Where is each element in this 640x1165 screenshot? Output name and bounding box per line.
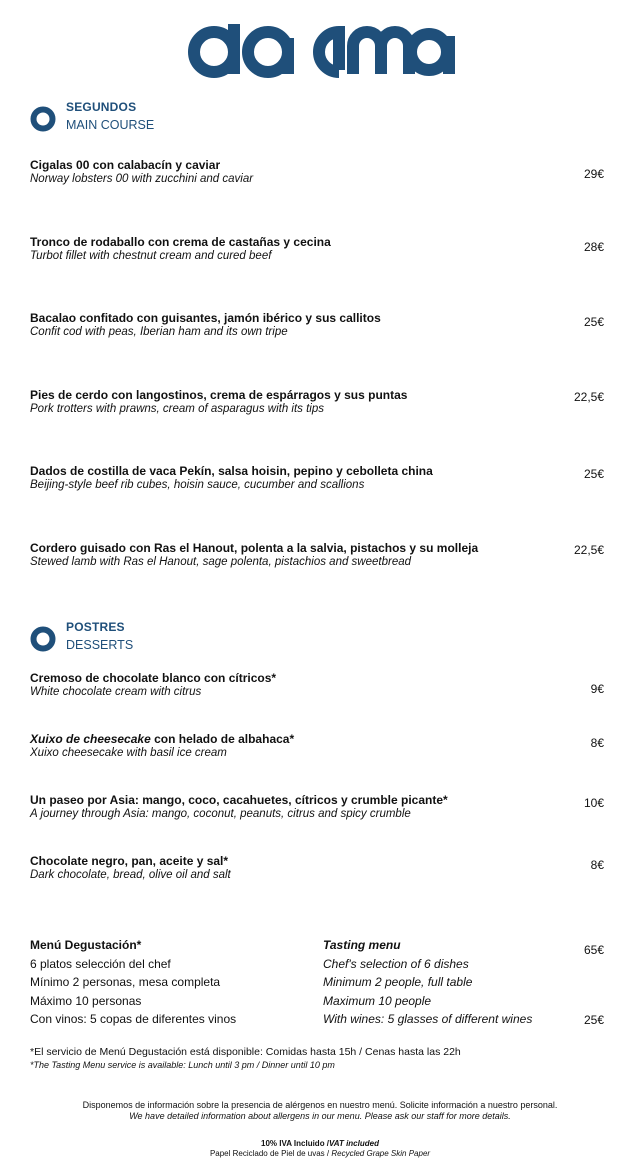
dish-name-en: A journey through Asia: mango, coconut, peanuts, citrus and spicy crumble xyxy=(30,808,411,820)
dish-item xyxy=(30,464,610,491)
dish-name-en: White chocolate cream with citrus xyxy=(30,686,202,698)
dish-item xyxy=(30,732,610,759)
dish-item xyxy=(30,311,610,338)
paper-en: Recycled Grape Skin Paper xyxy=(331,1149,431,1158)
dish-name-en: Dark chocolate, bread, olive oil and salt xyxy=(30,869,231,881)
dish-item xyxy=(30,158,610,185)
dish-name-en: Turbot fillet with chestnut cream and cured beef xyxy=(30,250,272,262)
dish-price: 22,5€ xyxy=(573,390,604,404)
dish-name-en: Pork trotters with prawns, cream of asparagus with its tips xyxy=(30,403,324,415)
dish-price: 10€ xyxy=(583,796,604,810)
tasting-line-en: Maximum 10 people xyxy=(323,993,432,1008)
section-header-desserts xyxy=(30,620,133,652)
dish-item xyxy=(30,854,610,881)
dish-price: 28€ xyxy=(583,240,604,254)
dish-name-es: Cordero guisado con Ras el Hanout, polenta a la salvia, pistachos y su molleja xyxy=(30,541,479,555)
tasting-line-en: Chef's selection of 6 dishes xyxy=(323,956,469,971)
tasting-title-en: Tasting menu xyxy=(323,938,401,952)
dish-name-es: Pies de cerdo con langostinos, crema de espárragos y sus puntas xyxy=(30,388,408,402)
ring-icon xyxy=(30,106,56,132)
dish-name-es: Tronco de rodaballo con crema de castañas y cecina xyxy=(30,235,331,249)
dish-name-es-rest: con helado de albahaca* xyxy=(150,732,295,746)
footer xyxy=(0,1139,640,1158)
tasting-price: 65€ xyxy=(583,943,604,957)
dish-price: 8€ xyxy=(590,736,604,750)
dish-price: 25€ xyxy=(583,467,604,481)
tasting-line-en: With wines: 5 glasses of different wines xyxy=(323,1012,533,1026)
section-title-es: SEGUNDOS xyxy=(66,100,137,114)
dish-item xyxy=(30,793,610,820)
tasting-availability-note xyxy=(30,1046,461,1070)
dish-name-es: Un paseo por Asia: mango, coco, cacahuetes, cítricos y crumble picante* xyxy=(30,793,448,807)
dish-name-es-italic: Xuixo de cheesecake xyxy=(30,732,151,746)
dish-price: 29€ xyxy=(583,167,604,181)
dish-name-en: Stewed lamb with Ras el Hanout, sage polenta, pistachios and sweetbread xyxy=(30,556,412,568)
dish-name-es: Cremoso de chocolate blanco con cítricos* xyxy=(30,671,277,685)
dish-name-es: Chocolate negro, pan, aceite y sal* xyxy=(30,854,229,868)
tasting-line-en: Minimum 2 people, full table xyxy=(323,975,473,989)
tasting-line-es: 6 platos selección del chef xyxy=(30,956,171,971)
tasting-line-es: Máximo 10 personas xyxy=(30,993,142,1008)
dish-price: 8€ xyxy=(590,858,604,872)
tasting-menu-en xyxy=(323,938,532,1031)
dish-item xyxy=(30,671,610,698)
paper-es: Papel Reciclado de Piel de uvas / xyxy=(209,1149,332,1158)
section-title-en: DESSERTS xyxy=(66,638,134,652)
dish-price: 25€ xyxy=(583,315,604,329)
dish-name-es: Dados de costilla de vaca Pekín, salsa hoisin, pepino y cebolleta china xyxy=(30,464,433,478)
allergen-info xyxy=(0,1100,640,1121)
dish-name-es: Bacalao confitado con guisantes, jamón ibérico y sus callitos xyxy=(30,311,381,325)
section-title-es: POSTRES xyxy=(66,620,125,634)
note-es: *El servicio de Menú Degustación está disponible: Comidas hasta 15h / Cenas hasta las 22h xyxy=(30,1046,461,1058)
tasting-wine-price: 25€ xyxy=(583,1013,604,1027)
logo-lettering xyxy=(185,16,455,82)
dish-item xyxy=(30,388,610,415)
dish-name-en: Beijing-style beef rib cubes, hoisin sauce, cucumber and scallions xyxy=(30,479,365,491)
paper-line xyxy=(0,1149,640,1158)
allergen-info-en: We have detailed information about allergens in our menu. Please ask our staff for more details. xyxy=(129,1111,511,1121)
dish-name-es: Cigalas 00 con calabacín y caviar xyxy=(30,158,221,172)
dish-name-en: Norway lobsters 00 with zucchini and caviar xyxy=(30,173,254,185)
vat-line xyxy=(0,1139,640,1148)
section-header-main xyxy=(30,100,154,132)
dish-item xyxy=(30,541,610,568)
dish-price: 9€ xyxy=(590,682,604,696)
tasting-line-es: Con vinos: 5 copas de diferentes vinos xyxy=(30,1012,237,1026)
dish-item xyxy=(30,235,610,262)
dish-name-en: Confit cod with peas, Iberian ham and its own tripe xyxy=(30,326,288,338)
dagma-logo xyxy=(0,16,640,82)
allergen-info-es: Disponemos de información sobre la presencia de alérgenos en nuestro menú. Solicite información a nuestro personal. xyxy=(82,1100,558,1110)
section-title-en: MAIN COURSE xyxy=(66,118,155,132)
dish-price: 22,5€ xyxy=(573,543,604,557)
tasting-line-es: Mínimo 2 personas, mesa completa xyxy=(30,975,221,989)
dish-name-en: Xuixo cheesecake with basil ice cream xyxy=(30,747,227,759)
dish-name-es xyxy=(30,732,610,746)
vat-en: VAT included xyxy=(329,1139,379,1148)
tasting-title-es: Menú Degustación* xyxy=(30,938,142,952)
ring-icon xyxy=(30,626,56,652)
tasting-menu-es xyxy=(30,938,236,1031)
vat-es: 10% IVA Incluido / xyxy=(261,1139,330,1148)
note-en: *The Tasting Menu service is available: Lunch until 3 pm / Dinner until 10 pm xyxy=(30,1060,335,1070)
